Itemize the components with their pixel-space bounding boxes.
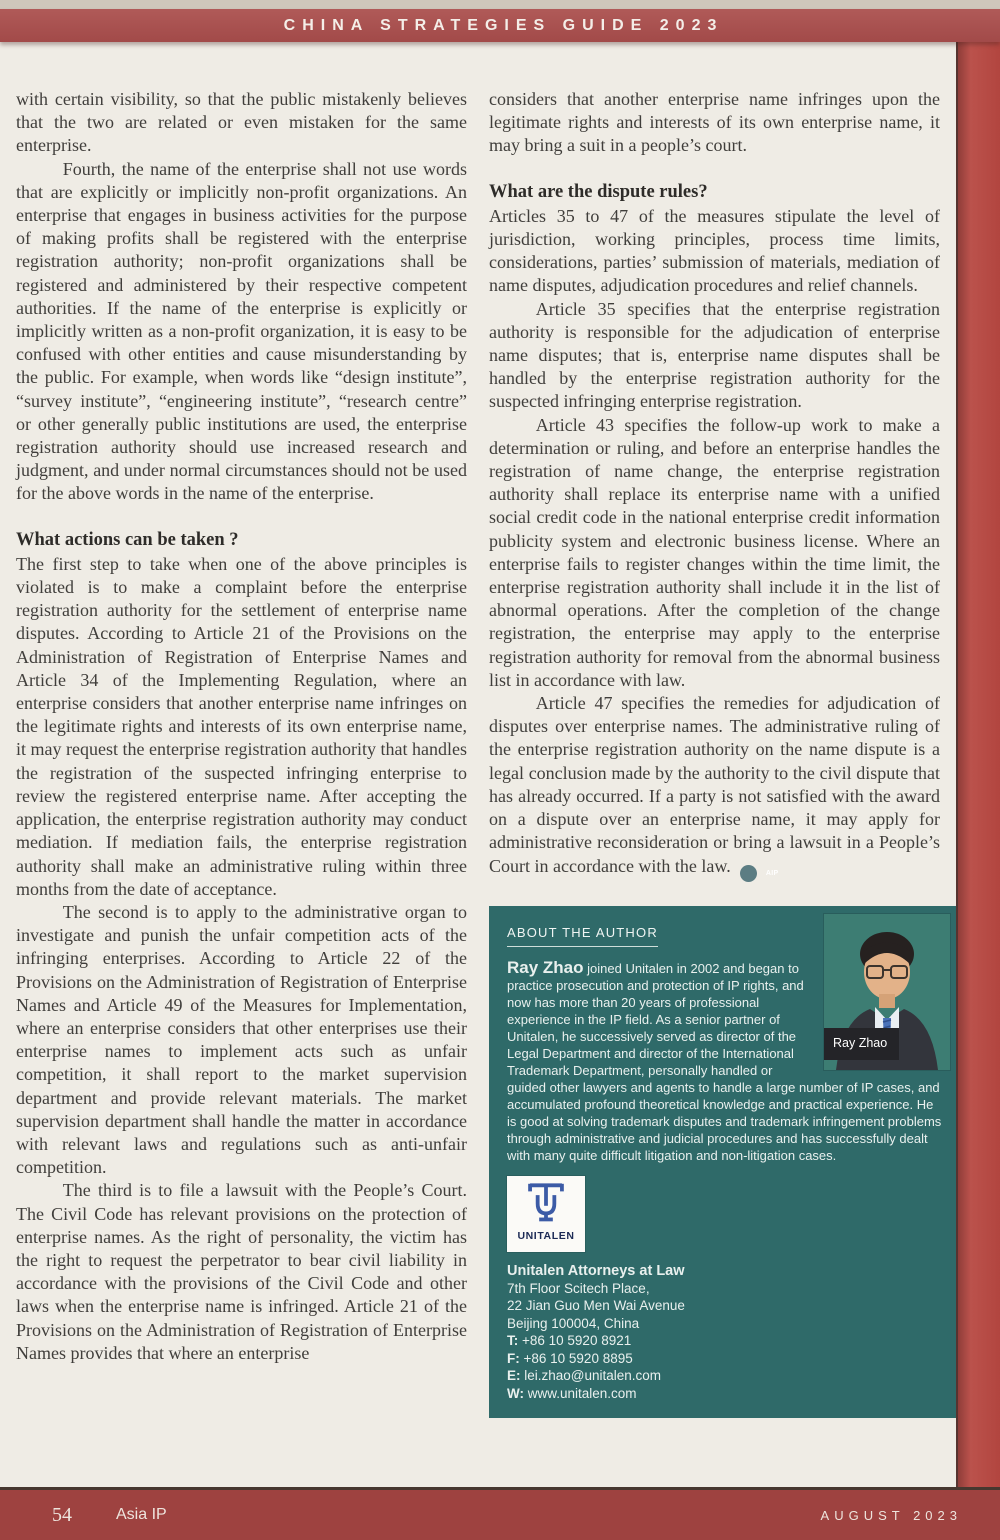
page-title: CHINA STRATEGIES GUIDE 2023 bbox=[283, 16, 724, 34]
paragraph: Article 47 specifies the remedies for adjudication of disputes over enterprise names. The administrative ruling of the enterprise registration authority on the name dispute is a legal conclusion made by the authority to the civil dispute that has already occurred. If a party is not satisfied with the award on a dispute over an enterprise name, it may apply for administrative reconsideration or bring a lawsuit in a People’s Court in accordance with the law. AIP bbox=[489, 692, 940, 882]
unitalen-logo-icon bbox=[524, 1180, 568, 1224]
author-photo bbox=[824, 914, 950, 1070]
paragraph: Articles 35 to 47 of the measures stipulate the level of jurisdiction, working principles, process time limits, considerations, parties’ submission of materials, mediation of name disputes, adjudication procedures and relief channels. bbox=[489, 205, 940, 296]
article-column-left bbox=[16, 88, 467, 1418]
about-heading: ABOUT THE AUTHOR bbox=[507, 921, 658, 947]
address-line: 7th Floor Scitech Place, bbox=[507, 1280, 650, 1296]
paragraph: Article 35 specifies that the enterprise registration authority is responsible for the adjudication of enterprise name disputes; that is, enterprise name disputes shall be handled by the enterprise registration authority for the suspected infringing enterprise registration. bbox=[489, 298, 940, 412]
unitalen-logo bbox=[507, 1176, 585, 1252]
firm-contacts bbox=[507, 1332, 946, 1402]
section-heading: What are the dispute rules? bbox=[489, 181, 708, 202]
address-line: 22 Jian Guo Men Wai Avenue bbox=[507, 1298, 685, 1314]
aip-badge-icon: AIP bbox=[740, 865, 757, 882]
paragraph: considers that another enterprise name infringes upon the legitimate rights and interests of its own enterprise name, it may bring a suit in a people’s court. bbox=[489, 89, 940, 156]
firm-name: Unitalen Attorneys at Law bbox=[507, 1262, 685, 1279]
unitalen-logo-text: UNITALEN bbox=[517, 1229, 575, 1242]
address-line: Beijing 100004, China bbox=[507, 1315, 640, 1331]
about-the-author-box bbox=[489, 906, 964, 1419]
paragraph: Article 43 specifies the follow-up work to make a determination or ruling, and before an enterprise handles the registration of name change, the enterprise registration authority shall replace its enterprise name with a unified social credit code in the national enterprise credit information publicity system and electronic business license. Where an enterprise fails to register changes within the time limit, the enterprise registration authority shall include it in the list of abnormal operations. After the completion of the change registration, the enterprise may apply to the enterprise registration authority for removal from the abnormal business list in accordance with law. bbox=[489, 414, 940, 690]
page-top-edge bbox=[0, 0, 1000, 9]
contact-line: F: +86 10 5920 8895 bbox=[507, 1350, 633, 1366]
paragraph: Fourth, the name of the enterprise shall not use words that are explicitly or implicitly non-profit organizations. An enterprise that engages in business activities for the purpose of making profits shall be registered with the enterprise registration authority; non-profit organizations shall be registered and administered by their respective competent authorities. If the name of the enterprise is explicitly or implicitly written as a non-profit organization, it is easy to be confused with other entities and cause misunderstanding by the public. For example, when words like “design institute”, “survey institute”, “engineering institute”, “research centre” or other generally public institutions are used, the enterprise registration authority should use increased research and judgment, and under normal circumstances should not be used for the above words in the name of the enterprise. bbox=[16, 158, 467, 504]
photo-caption: Ray Zhao bbox=[824, 1028, 899, 1059]
article-column-right bbox=[489, 88, 940, 1418]
publication-name: Asia IP bbox=[116, 1506, 167, 1523]
paragraph: The second is to apply to the administrative organ to investigate and punish the unfair competition acts of the infringing enterprises. According to Article 22 of the Provisions on the Administration of Registration of Enterprise Names and Article 49 of the Measures for Implementation, where an enterprise considers that other enterprises use their enterprise names to implement acts such as unfair competition, it shall report to the market supervision department and provide relevant materials. The market supervision department shall handle the matter in accordance with relevant laws and regulations such as anti-unfair competition. bbox=[16, 901, 467, 1178]
author-name: Ray Zhao bbox=[507, 957, 584, 977]
paragraph: The first step to take when one of the above principles is violated is to make a complaint before the enterprise registration authority for the settlement of enterprise name disputes. According to Article 21 of the Provisions on the Administration of Registration of Enterprise Names and Article 34 of the Implementing Regulation, where an enterprise considers that another enterprise name infringes on the legitimate rights and interests of its own enterprise name, it may request the enterprise registration authority that handles the registration of the suspected infringing enterprise to review the registered enterprise name. After accepting the application, the enterprise registration authority may conduct mediation. If mediation fails, the enterprise registration authority shall make an administrative ruling within three months from the date of acceptance. bbox=[16, 553, 467, 899]
article-body bbox=[16, 88, 940, 1418]
contact-line: T: +86 10 5920 8921 bbox=[507, 1333, 632, 1349]
paragraph: The third is to file a lawsuit with the People’s Court. The Civil Code has relevant provisions on the protection of enterprise names. As the right of personality, the victim has the right to request the perpetrator to bear civil liability in accordance with the provisions of the Civil Code and other laws when the enterprise name is infringed. Article 21 of the Provisions on the Administration of Registration of Enterprise Names provides that where an enterprise bbox=[16, 1180, 467, 1363]
footer-band bbox=[0, 1487, 1000, 1540]
paragraph: with certain visibility, so that the public mistakenly believes that the two are related or even mistaken for the same enterprise. bbox=[16, 89, 467, 156]
right-edge-strip bbox=[956, 42, 1000, 1490]
author-bio-text: joined Unitalen in 2002 and began to practice prosecution and protection of IP rights, and now has more than 20 years of professional experience in the IP field. As a senior partner of Unitalen, he successively served as director of the Legal Department and director of the International Trademark Department, personally handled or guided other lawyers and agents to handle a large number of IP cases, and accumulated profound theoretical knowledge and practical experience. He is good at solving trademark disputes and trademark infringement problems through administrative and judicial procedures and has successfully dealt with many quite difficult litigation and non-litigation cases. bbox=[507, 960, 942, 1163]
firm-address bbox=[507, 1280, 946, 1333]
contact-line: W: www.unitalen.com bbox=[507, 1385, 637, 1401]
page-number: 54 bbox=[52, 1503, 72, 1526]
contact-line: E: lei.zhao@unitalen.com bbox=[507, 1368, 662, 1384]
issue-date: AUGUST 2023 bbox=[820, 1507, 962, 1523]
header-band bbox=[0, 9, 1000, 42]
section-heading: What actions can be taken ? bbox=[16, 529, 239, 550]
